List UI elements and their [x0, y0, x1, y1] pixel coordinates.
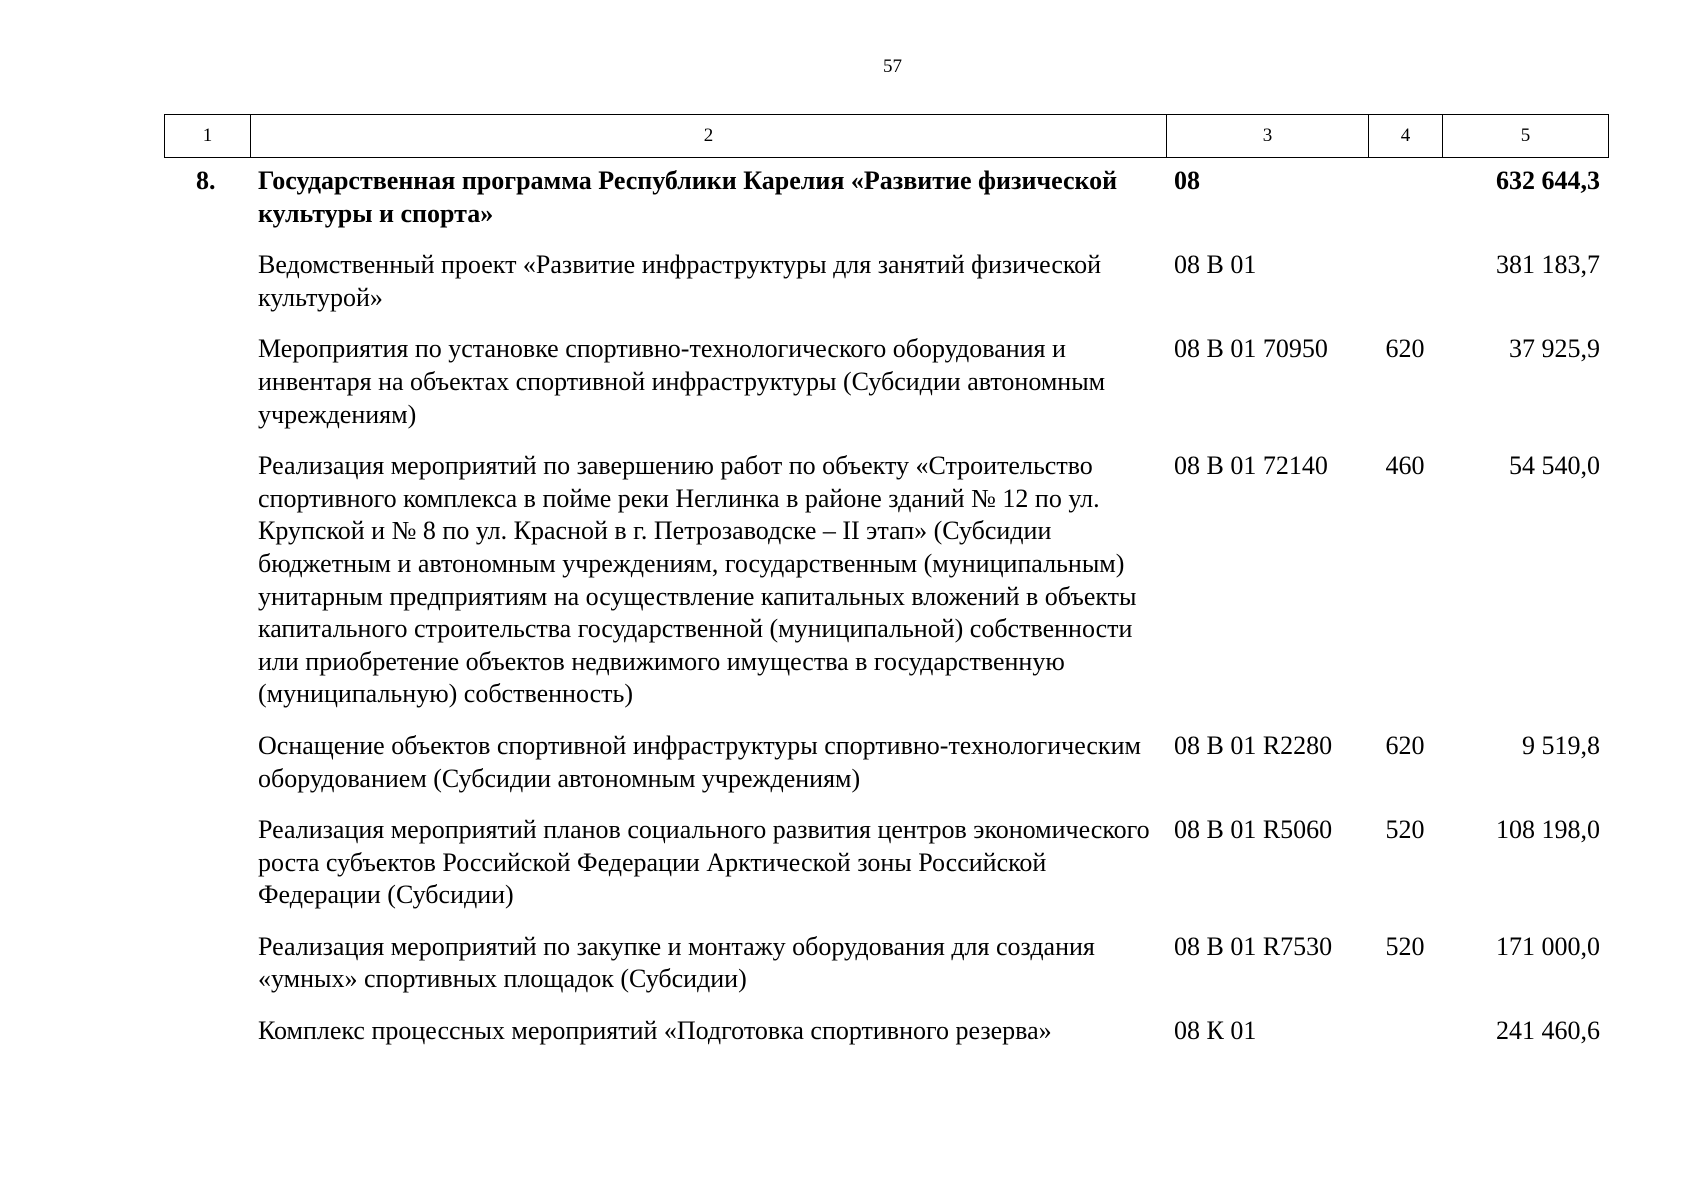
- row-name: Мероприятия по установке спортивно-технологического оборудования и инвентаря на объектах спортивной инфраструктуры (Субсидии автономным учреждениям): [258, 334, 1106, 429]
- row-code: 08 К 01: [1174, 1016, 1257, 1046]
- row-code: 08 В 01 72140: [1174, 451, 1328, 481]
- table-row: [164, 924, 1608, 1008]
- row-expense-type: 620: [1385, 334, 1425, 364]
- row-code: 08 В 01 R2280: [1174, 730, 1333, 760]
- header-col-2: 2: [251, 115, 1167, 158]
- row-name: Реализация мероприятий по закупке и монтажу оборудования для создания «умных» спортивных площадок (Субсидии): [258, 931, 1095, 994]
- row-code: 08 В 01 R7530: [1174, 931, 1333, 961]
- table-row: [164, 1008, 1608, 1060]
- row-number: [164, 326, 250, 443]
- row-expense-type: 520: [1385, 815, 1425, 845]
- row-sum: 241 460,6: [1496, 1016, 1600, 1046]
- row-number: [164, 1008, 250, 1060]
- table-row: [164, 723, 1608, 807]
- header-col-4: 4: [1369, 115, 1443, 158]
- row-number: 8.: [196, 166, 216, 195]
- row-sum: 381 183,7: [1496, 250, 1600, 280]
- header-col-1: 1: [165, 115, 251, 158]
- row-sum: 108 198,0: [1496, 815, 1600, 845]
- row-code: 08 В 01: [1174, 250, 1257, 280]
- row-number: [164, 807, 250, 924]
- row-sum: 9 519,8: [1522, 730, 1600, 760]
- row-name: Реализация мероприятий по завершению работ по объекту «Строительство спортивного комплекса в пойме реки Неглинка в районе зданий № 12 по ул. Крупской и № 8 по ул. Красной в г. Петрозаводске – II этап» (Субсидии бюджетным и автономным учреждениям, государственным (муниципальным) унитарным предприятиям на осуществление капитальных вложений в объекты капитального строительства государственной (муниципальной) собственности или приобретение объектов недвижимого имущества в государственную (муниципальную) собственность): [258, 451, 1137, 709]
- table-row: [164, 326, 1608, 443]
- header-col-3: 3: [1167, 115, 1369, 158]
- row-sum: 54 540,0: [1509, 451, 1600, 481]
- row-number: [164, 242, 250, 326]
- budget-table: [164, 158, 1608, 1060]
- row-name: Комплекс процессных мероприятий «Подготовка спортивного резерва»: [258, 1016, 1052, 1046]
- row-name: Государственная программа Республики Карелия «Развитие физической культуры и спорта»: [258, 166, 1118, 228]
- row-sum: 37 925,9: [1509, 334, 1600, 364]
- row-expense-type: [1368, 158, 1442, 242]
- page-number: 57: [883, 56, 902, 77]
- row-number: [164, 924, 250, 1008]
- row-number: [164, 723, 250, 807]
- row-sum: 171 000,0: [1496, 931, 1600, 961]
- row-expense-type: 620: [1385, 730, 1425, 760]
- row-name: Ведомственный проект «Развитие инфраструктуры для занятий физической культурой»: [258, 250, 1102, 312]
- row-name: Реализация мероприятий планов социального развития центров экономического роста субъектов Российской Федерации Арктической зоны Российской Федерации (Субсидии): [258, 815, 1150, 910]
- table-row: [164, 242, 1608, 326]
- row-name: Оснащение объектов спортивной инфраструктуры спортивно-технологическим оборудованием (Субсидии автономным учреждениям): [258, 730, 1141, 793]
- table-row: [164, 158, 1608, 242]
- row-expense-type: [1368, 242, 1442, 326]
- row-expense-type: 460: [1385, 451, 1425, 481]
- table-header: [164, 114, 1609, 158]
- row-code: 08 В 01 R5060: [1174, 815, 1333, 845]
- row-expense-type: [1368, 1008, 1442, 1060]
- row-code: 08: [1174, 166, 1200, 195]
- header-col-5: 5: [1443, 115, 1609, 158]
- table-row: [164, 443, 1608, 723]
- header-row: [165, 115, 1609, 158]
- row-expense-type: 520: [1385, 931, 1425, 961]
- row-number: [164, 443, 250, 723]
- row-code: 08 В 01 70950: [1174, 334, 1328, 364]
- row-sum: 632 644,3: [1496, 166, 1600, 195]
- table-row: [164, 807, 1608, 924]
